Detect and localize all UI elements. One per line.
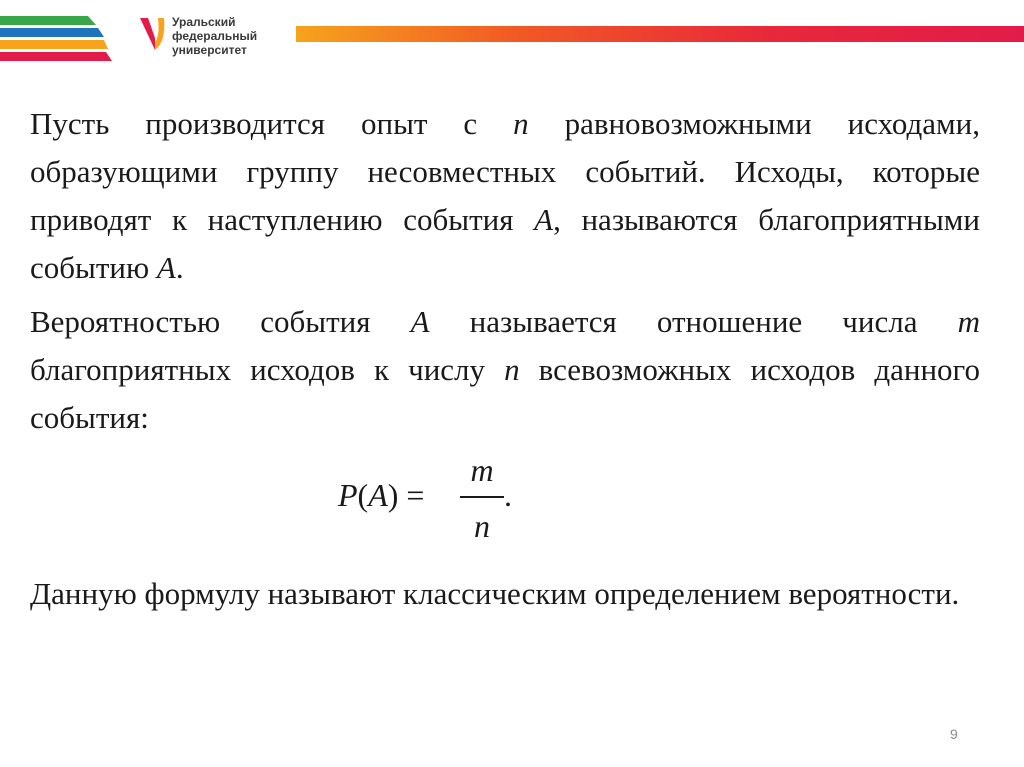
p2-text-1: Вероятностью события xyxy=(30,304,411,339)
var-m: m xyxy=(957,304,980,339)
p2-text-2: называется отношение числа xyxy=(429,304,958,339)
var-a: A xyxy=(534,202,554,237)
paragraph-definition xyxy=(30,298,980,442)
formula-paren-open: ( xyxy=(357,477,369,513)
var-a: A xyxy=(410,304,430,339)
university-logo xyxy=(138,12,298,62)
var-n: n xyxy=(513,106,529,141)
logo-line-2: федеральный xyxy=(172,29,258,43)
header-stripe-right xyxy=(296,26,1024,42)
p3-text: Данную формулу называют классическим определением вероятности. xyxy=(30,576,960,611)
p1-text-2: равновозможными исходами, образующими группу несовместных событий. Исходы, которые приводят к наступлению события xyxy=(30,106,980,237)
header-stripes-left xyxy=(0,16,112,62)
p1-text-4: . xyxy=(175,250,184,285)
formula-equals: = xyxy=(398,477,433,513)
formula-denominator: n xyxy=(474,508,490,544)
var-a: A xyxy=(156,250,176,285)
p2-text-4: всевозможных исходов данного события: xyxy=(30,352,980,435)
logo-line-1: Уральский xyxy=(172,15,236,29)
var-n: n xyxy=(504,352,520,387)
formula-period: . xyxy=(504,477,512,513)
probability-formula xyxy=(338,450,578,550)
slide-content xyxy=(30,100,980,442)
p2-text-3: благоприятных исходов к числу xyxy=(30,352,505,387)
formula-lhs xyxy=(338,477,432,514)
page-number: 9 xyxy=(950,726,958,742)
p1-text-1: Пусть производится опыт с xyxy=(30,106,514,141)
logo-text xyxy=(172,15,257,57)
p1-text-3: , называются благоприятными событию xyxy=(30,202,981,285)
formula-p: P xyxy=(338,477,358,513)
formula-paren-close: ) xyxy=(387,477,399,513)
paragraph-outcomes xyxy=(30,100,980,292)
formula-numerator: m xyxy=(470,452,494,488)
ural-university-logo-icon xyxy=(138,12,172,56)
paragraph-classic-definition xyxy=(30,570,980,618)
formula-a: A xyxy=(368,477,388,513)
fraction-bar xyxy=(460,496,504,498)
logo-line-3: университет xyxy=(172,43,247,57)
formula-fraction xyxy=(460,450,504,546)
